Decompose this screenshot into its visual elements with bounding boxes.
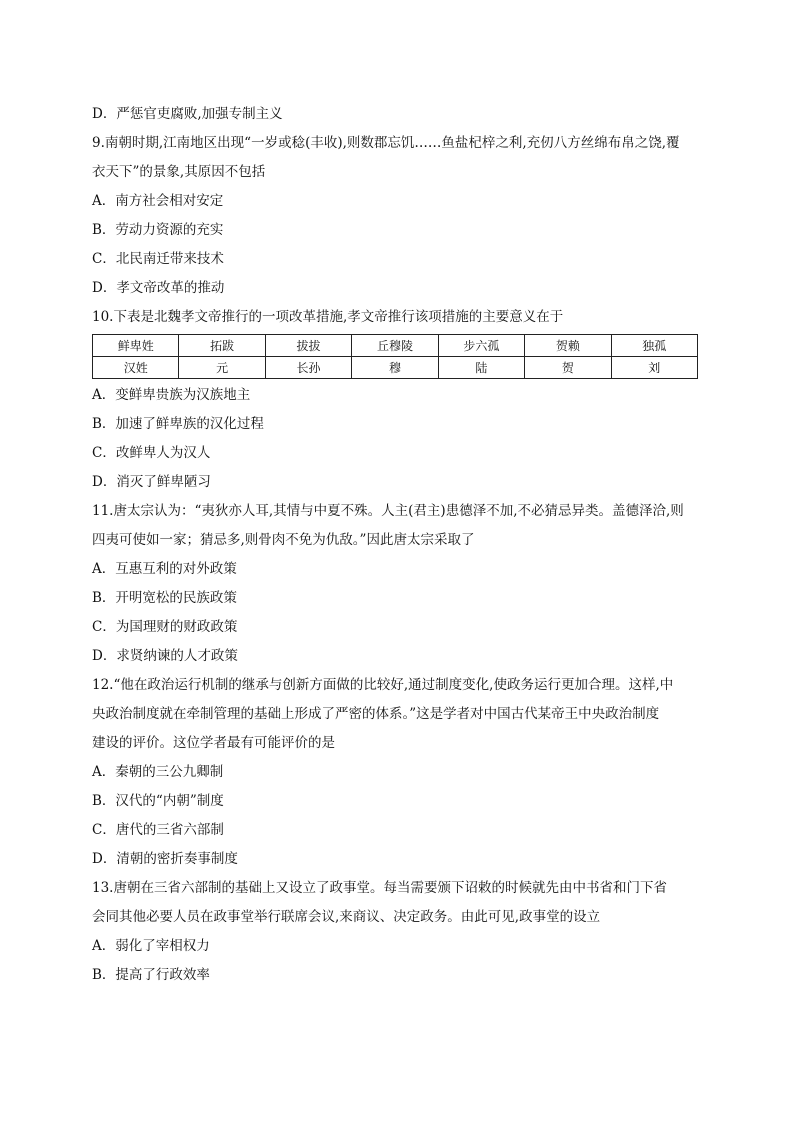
q9-stem-line-2: 衣天下”的景象,其原因不包括	[92, 164, 266, 180]
q11-stem-line-2: 四夷可使如一家；猜忌多,则骨肉不免为仇敌。”因此唐太宗采取了	[92, 532, 475, 548]
table-cell: 元	[179, 357, 265, 379]
q11-option-c: C．为国理财的财政政策	[92, 619, 238, 635]
q9-stem-line-1: 9.南朝时期,江南地区出现“一岁或稔(丰收),则数郡忘饥……鱼盐杞梓之利,充仞八方丝绵布帛之饶,覆	[92, 135, 680, 151]
q12-option-a: A．秦朝的三公九卿制	[92, 764, 224, 780]
q13-stem-line-1: 13.唐朝在三省六部制的基础上又设立了政事堂。每当需要颁下诏敕的时候就先由中书省和门下省	[92, 880, 667, 896]
exam-page	[92, 100, 700, 990]
table-cell: 陆	[438, 357, 524, 379]
q8-option-d: D．严惩官吏腐败,加强专制主义	[92, 106, 283, 122]
table-cell: 步六孤	[438, 335, 524, 357]
q10-option-c: C．改鲜卑人为汉人	[92, 445, 211, 461]
q10-option-d: D．消灭了鲜卑陋习	[92, 474, 211, 490]
surname-table	[92, 334, 698, 379]
q12-option-c: C．唐代的三省六部制	[92, 822, 224, 838]
table-cell: 拓跋	[179, 335, 265, 357]
q12-stem-line-1: 12.“他在政治运行机制的继承与创新方面做的比较好,通过制度变化,使政务运行更加合理。这样,中	[92, 677, 674, 693]
q9-option-d: D．孝文帝改革的推动	[92, 280, 225, 296]
q9-option-c: C．北民南迁带来技术	[92, 251, 224, 267]
q13-option-a: A．弱化了宰相权力	[92, 938, 210, 954]
table-cell: 贺赖	[525, 335, 611, 357]
q9-option-b: B．劳动力资源的充实	[92, 222, 224, 238]
q11-stem-line-1: 11.唐太宗认为：“夷狄亦人耳,其情与中夏不殊。人主(君主)患德泽不加,不必猜忌异类。盖德泽洽,则	[92, 503, 684, 519]
q9-option-a: A．南方社会相对安定	[92, 193, 224, 209]
xianbei-surname-row	[93, 335, 698, 357]
q12-option-d: D．清朝的密折奏事制度	[92, 851, 238, 867]
q11-option-d: D．求贤纳谏的人才政策	[92, 648, 238, 664]
q9-stem	[92, 129, 700, 187]
q10-option-a: A．变鲜卑贵族为汉族地主	[92, 387, 251, 403]
q12-option-b: B．汉代的“内朝”制度	[92, 793, 224, 809]
table-cell: 独孤	[611, 335, 697, 357]
table-cell: 贺	[525, 357, 611, 379]
q12-stem	[92, 671, 700, 758]
q12-stem-line-3: 建设的评价。这位学者最有可能评价的是	[92, 735, 335, 751]
q11-option-b: B．开明宽松的民族政策	[92, 590, 237, 606]
q13-stem-line-2: 会同其他必要人员在政事堂举行联席会议,来商议、决定政务。由此可见,政事堂的设立	[92, 909, 601, 925]
table-cell: 汉姓	[93, 357, 179, 379]
table-cell: 穆	[352, 357, 438, 379]
q13-stem	[92, 874, 700, 932]
table-cell: 鲜卑姓	[93, 335, 179, 357]
table-cell: 丘穆陵	[352, 335, 438, 357]
q10-option-b: B．加速了鲜卑族的汉化过程	[92, 416, 264, 432]
table-cell: 拔拔	[265, 335, 351, 357]
han-surname-row	[93, 357, 698, 379]
q10-stem: 10.下表是北魏孝文帝推行的一项改革措施,孝文帝推行该项措施的主要意义在于	[92, 309, 564, 325]
table-cell: 刘	[611, 357, 697, 379]
q11-stem	[92, 497, 700, 555]
q13-option-b: B．提高了行政效率	[92, 967, 210, 983]
q12-stem-line-2: 央政治制度就在牵制管理的基础上形成了严密的体系。”这是学者对中国古代某帝王中央政治制度	[92, 706, 660, 722]
q11-option-a: A．互惠互利的对外政策	[92, 561, 237, 577]
table-cell: 长孙	[265, 357, 351, 379]
